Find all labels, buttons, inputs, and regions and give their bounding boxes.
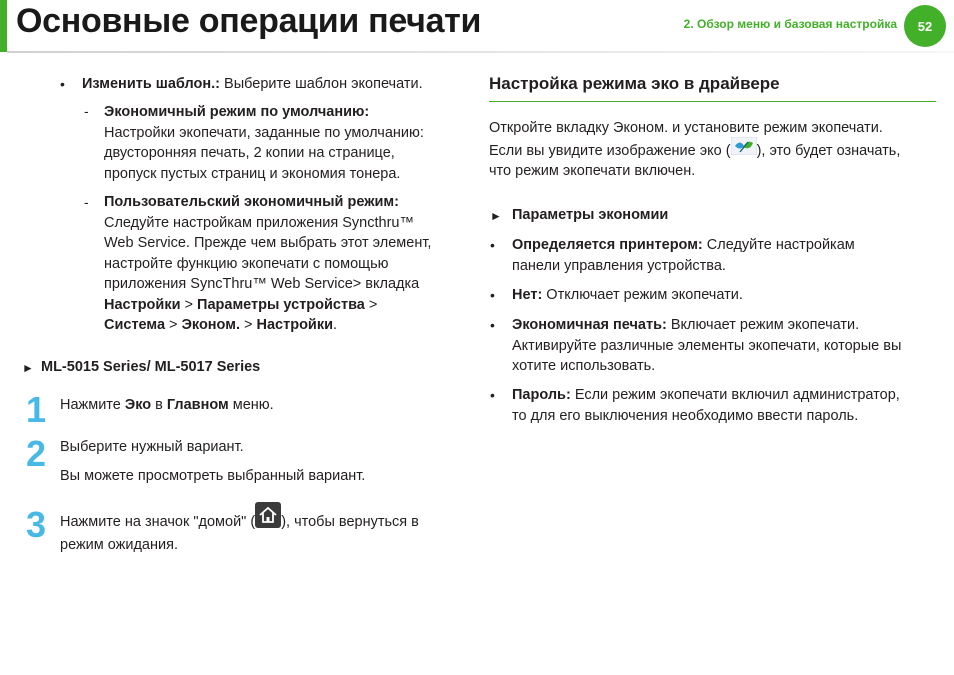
step-1-text [60,395,274,416]
param-text: то для его выключения необходимо ввести пароль. [512,407,859,424]
bullet-icon: • [490,387,495,403]
step-2-line: Выберите нужный вариант. [60,439,244,455]
step-3-line: режим ожидания. [60,536,178,553]
arrow-icon: ► [22,361,34,375]
main-menu-label: Главном [166,397,229,413]
eco-leaf-icon [731,137,757,162]
path-settings-final: Настройки [256,317,334,333]
dash-icon: - [84,194,89,210]
path-system: Система [104,317,166,333]
step-3-text [60,510,419,555]
custom-eco-mode-line: Следуйте настройкам приложения Syncthru™ [104,214,414,231]
path-separator: > [180,296,198,313]
custom-eco-mode-item [104,192,431,336]
intro-line: Откройте вкладку Эконом. и установите режим экопечати. [489,120,883,136]
step-number: 3 [26,504,47,545]
step-text: ), чтобы вернуться в [281,514,419,531]
custom-eco-mode-title: Пользовательский экономичный режим: [104,194,399,210]
param-text: хотите использовать. [512,358,656,374]
param-text: Если режим экопечати включил администратор, [570,387,900,403]
series-title: ML-5015 Series/ ML-5017 Series [41,359,261,375]
path-eco: Эконом. [181,317,240,333]
step-number: 1 [26,389,47,430]
section-heading: Настройка режима эко в драйвере [489,74,780,93]
default-eco-mode-item [104,102,424,184]
step-text: Нажмите [60,397,125,413]
header-divider [7,51,954,53]
param-label: Определяется принтером: [512,237,703,253]
default-eco-mode-title: Экономичный режим по умолчанию: [104,104,370,120]
params-title: Параметры экономии [512,207,669,223]
menu-path-line [104,315,431,336]
intro-text: ), это будет означать, [756,143,901,160]
param-text: Следуйте настройкам [702,237,855,253]
param-text: панели управления устройства. [512,257,726,274]
param-label: Нет: [512,287,543,303]
section-label: 2. Обзор меню и базовая настройка [683,17,897,31]
step-text: меню. [228,397,274,413]
default-eco-mode-line: пропуск пустых страниц и экономия тонера. [104,165,401,182]
param-item [512,385,900,426]
param-text: Включает режим экопечати. [666,317,860,333]
param-item [512,285,743,306]
bullet-icon: • [490,237,495,253]
intro-text: Если вы увидите изображение эко ( [489,143,731,160]
param-label: Экономичная печать: [512,317,667,333]
default-eco-mode-line: Настройки экопечати, заданные по умолчанию: [104,124,424,141]
path-separator: > [165,317,182,333]
step-number: 2 [26,433,47,474]
param-item [512,315,901,377]
param-text: Отключает режим экопечати. [542,287,743,303]
path-separator: > [364,296,378,313]
path-separator: > [239,317,257,333]
change-template-item [82,74,423,95]
custom-eco-mode-line: приложения SyncThru™ Web Service> вкладка [104,276,420,292]
path-end: . [333,317,338,333]
menu-path-line [104,295,431,316]
param-item [512,235,855,276]
heading-underline [489,101,936,102]
home-icon [255,502,281,535]
bullet-icon: • [60,76,65,92]
intro-line [489,141,900,162]
custom-eco-mode-line: настройте функцию экопечати с помощью [104,255,389,272]
param-label: Пароль: [512,387,571,403]
path-settings: Настройки [104,296,181,313]
step-text: в [151,397,167,413]
header-accent-bar [0,0,7,52]
default-eco-mode-line: двусторонняя печать, 2 копии на странице, [104,145,395,161]
eco-menu-label: Эко [124,397,152,413]
page-number-badge: 52 [904,5,946,47]
custom-eco-mode-line: Web Service. Прежде чем выбрать этот элемент, [104,235,432,251]
param-text: Активируйте различные элементы экопечати, которые вы [512,337,902,354]
bullet-icon: • [490,317,495,333]
page-header [0,0,954,54]
page-title: Основные операции печати [16,2,482,40]
intro-line: что режим экопечати включен. [489,163,696,179]
step-2-line: Вы можете просмотреть выбранный вариант. [60,468,366,484]
change-template-label: Изменить шаблон.: [82,76,221,92]
dash-icon: - [84,103,89,119]
arrow-icon: ► [490,209,502,223]
bullet-icon: • [490,287,495,303]
change-template-text: Выберите шаблон экопечати. [220,76,423,92]
step-text: Нажмите на значок "домой" ( [60,514,256,531]
step-3-line [60,510,419,535]
path-device-params: Параметры устройства [197,296,365,313]
